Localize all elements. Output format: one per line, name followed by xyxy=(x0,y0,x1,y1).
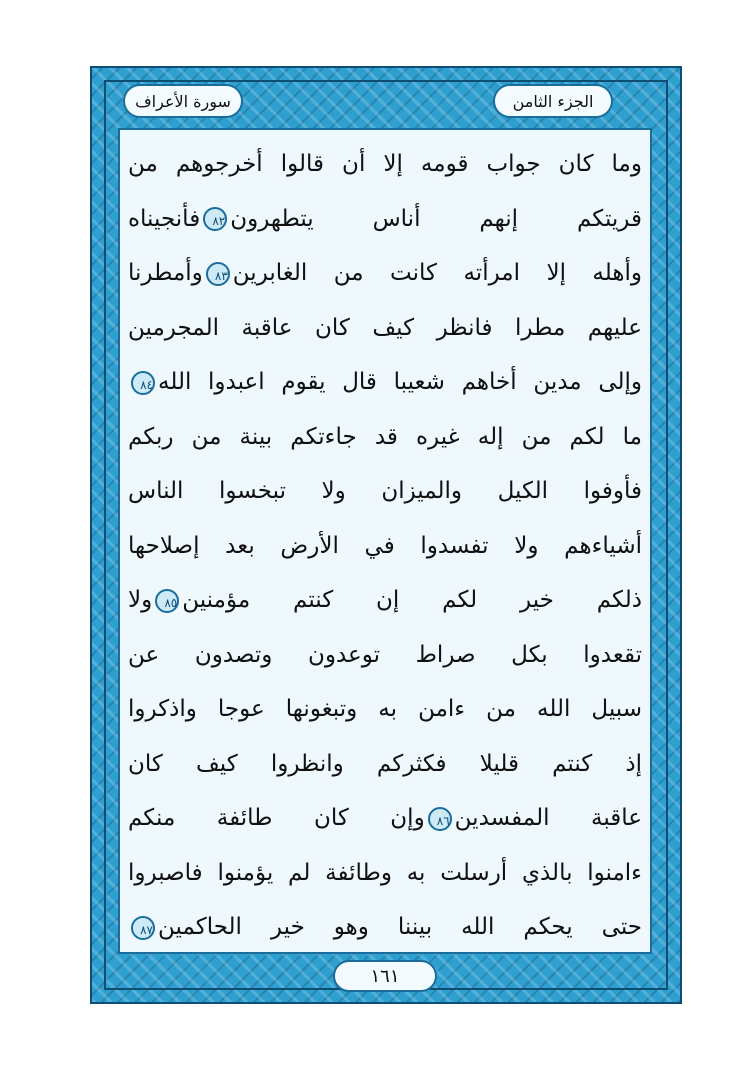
verse-line xyxy=(128,199,642,239)
ayah-number-marker: ٨٥ xyxy=(155,589,179,613)
verse-line xyxy=(128,471,642,511)
surah-name: سورة الأعراف xyxy=(135,91,231,111)
verse-line xyxy=(128,362,642,402)
verse-line xyxy=(128,689,642,729)
verse-text: فأوفوا الكيل والميزان ولا تبخسوا الناس xyxy=(128,478,642,504)
verse-text: فأنجيناه xyxy=(128,205,201,232)
verse-text: وأمطرنا xyxy=(128,260,203,286)
verse-line xyxy=(128,253,642,293)
juz-name: الجزء الثامن xyxy=(512,91,594,111)
verse-line xyxy=(128,308,642,348)
verse-text: إذ كنتم قليلا فكثركم وانظروا كيف كان xyxy=(128,750,642,777)
ayah-number-marker: ٨٧ xyxy=(131,916,155,940)
verse-text: تقعدوا بكل صراط توعدون وتصدون عن xyxy=(128,641,642,668)
page-number: ١٦١ xyxy=(370,965,400,987)
verse-line xyxy=(128,635,642,675)
verse-text: سبيل الله من ءامن به وتبغونها عوجا واذكروا xyxy=(128,696,642,722)
ayah-number-marker: ٨٣ xyxy=(206,262,230,286)
verse-line xyxy=(128,417,642,457)
verse-text: عاقبة المفسدين xyxy=(454,805,642,831)
ayah-number-marker: ٨٢ xyxy=(203,207,227,231)
verse-text: ما لكم من إله غيره قد جاءتكم بينة من ربكم xyxy=(128,423,642,450)
ayah-number-marker: ٨٤ xyxy=(131,371,155,395)
verse-text: ذلكم خير لكم إن كنتم مؤمنين xyxy=(182,587,642,613)
verse-line xyxy=(128,798,642,838)
ayah-number-marker: ٨٦ xyxy=(428,807,452,831)
verse-text: وإن كان طائفة منكم xyxy=(128,805,425,831)
verse-line xyxy=(128,144,642,184)
verse-line xyxy=(128,744,642,784)
verse-text: وأهله إلا امرأته كانت من الغابرين xyxy=(232,260,642,286)
verse-text: أشياءهم ولا تفسدوا في الأرض بعد إصلاحها xyxy=(128,532,642,559)
page-number-badge xyxy=(333,960,437,992)
verse-text: عليهم مطرا فانظر كيف كان عاقبة المجرمين xyxy=(128,314,642,341)
verse-text: حتى يحكم الله بيننا وهو خير الحاكمين xyxy=(158,914,642,940)
juz-name-header xyxy=(493,84,613,118)
verse-text: وما كان جواب قومه إلا أن قالوا أخرجوهم من xyxy=(128,151,642,177)
verse-line xyxy=(128,580,642,620)
verse-text: وإلى مدين أخاهم شعيبا قال يقوم اعبدوا الله xyxy=(158,369,642,395)
verse-text: ولا xyxy=(128,587,153,613)
verse-line xyxy=(128,853,642,893)
verse-text: ءامنوا بالذي أرسلت به وطائفة لم يؤمنوا فاصبروا xyxy=(128,859,642,886)
verse-line xyxy=(128,907,642,947)
verse-line xyxy=(128,526,642,566)
surah-name-header xyxy=(123,84,243,118)
verse-text: قريتكم إنهم أناس يتطهرون xyxy=(230,205,642,232)
